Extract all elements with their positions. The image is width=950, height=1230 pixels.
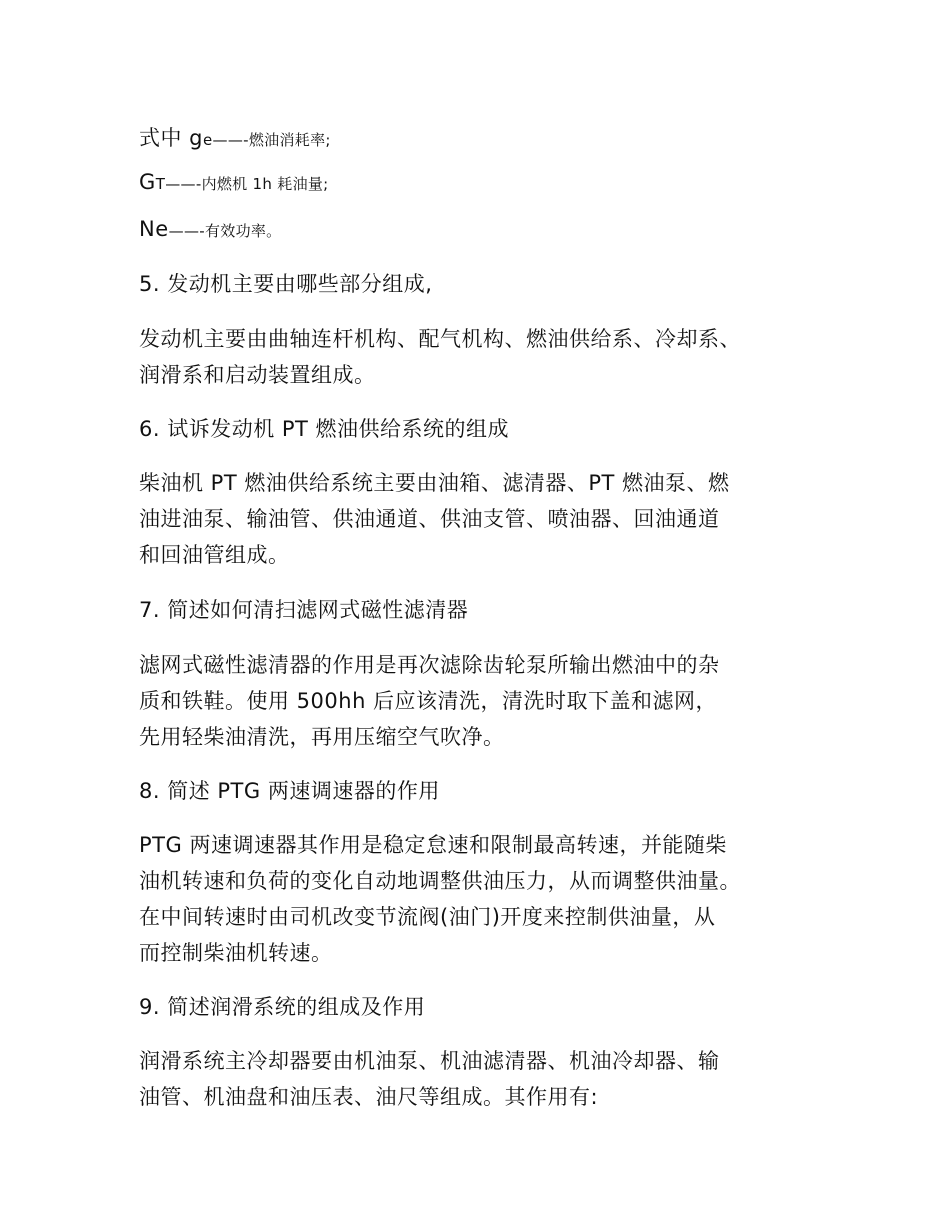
answer-line: 润滑系和启动装置组成。 [139,363,376,387]
definition-dash: ——- [212,131,249,149]
answer-line: 先用轻柴油清洗，再用压缩空气吹净。 [139,725,505,749]
definition-symbol: G [139,170,156,194]
answer-line: 发动机主要由曲轴连杆机构、配气机构、燃油供给系、冷却系、 [139,327,741,351]
definition-subscript: e [203,131,213,149]
question-5-answer [139,321,819,393]
question-6-answer [139,465,819,573]
answer-line: 油进油泵、输油管、供油通道、供油支管、喷油器、回油通道 [139,507,720,531]
definition-description: 有效功率。 [204,222,282,240]
definition-symbol: 式中 g [139,126,204,150]
question-5-heading: 5. 发动机主要由哪些部分组成, [139,272,433,296]
answer-line: 柴油机 PT 燃油供给系统主要由油箱、滤清器、PT 燃油泵、燃 [139,471,730,495]
definition-subscript: T [155,175,166,193]
definition-description: 内燃机 1h 耗油量; [201,175,329,193]
answer-line: 而控制柴油机转速。 [139,941,333,965]
definition-ne [139,217,819,241]
definition-dash: ——- [168,222,205,240]
definition-description: 燃油消耗率; [248,131,331,149]
definition-ge [139,122,819,152]
question-9-heading: 9. 简述润滑系统的组成及作用 [139,995,426,1019]
answer-line: 滤网式磁性滤清器的作用是再次滤除齿轮泵所输出燃油中的杂 [139,653,720,677]
question-7-heading: 7. 简述如何清扫滤网式磁性滤清器 [139,598,469,622]
answer-line: 质和铁鞋。使用 500hh 后应该清洗，清洗时取下盖和滤网， [139,689,718,713]
definition-symbol: Ne [139,217,169,241]
question-8-answer [139,827,819,971]
question-9-answer [139,1043,819,1115]
answer-line: 油管、机油盘和油压表、油尺等组成。其作用有: [139,1085,599,1109]
question-7-answer [139,647,819,755]
question-8-heading: 8. 简述 PTG 两速调速器的作用 [139,779,440,803]
answer-line: 润滑系统主冷却器要由机油泵、机油滤清器、机油冷却器、输 [139,1049,720,1073]
answer-line: PTG 两速调速器其作用是稳定怠速和限制最高转速，并能随柴 [139,833,727,857]
definition-dash: ——- [165,175,202,193]
answer-line: 和回油管组成。 [139,543,290,567]
question-6-heading: 6. 试诉发动机 PT 燃油供给系统的组成 [139,417,510,441]
definition-gt [139,170,819,194]
answer-line: 在中间转速时由司机改变节流阀(油门)开度来控制供油量，从 [139,905,716,929]
answer-line: 油机转速和负荷的变化自动地调整供油压力，从而调整供油量。 [139,869,741,893]
